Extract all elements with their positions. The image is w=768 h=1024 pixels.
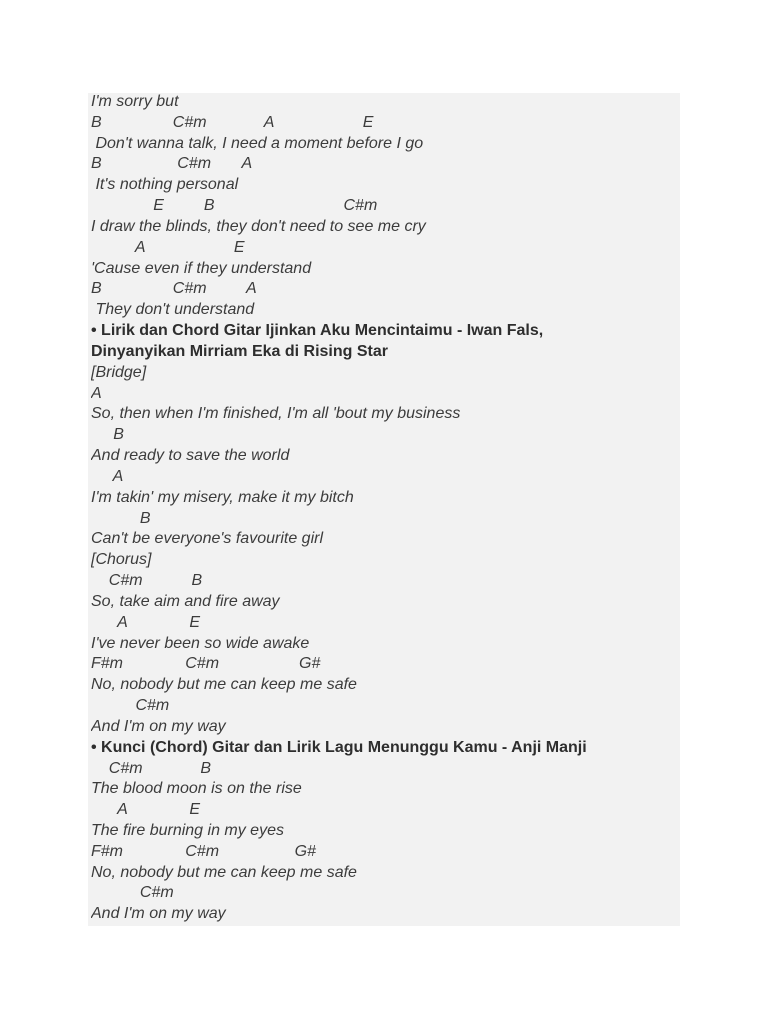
chord-line: C#m B	[91, 759, 212, 777]
lyric-line: No, nobody but me can keep me safe	[91, 863, 357, 881]
lyric-line: I draw the blinds, they don't need to see me cry	[91, 217, 426, 235]
chord-line: A	[91, 384, 102, 402]
lyric-line: [Bridge]	[91, 363, 147, 381]
lyric-line: Don't wanna talk, I need a moment before I go	[91, 134, 424, 152]
chord-line: A	[91, 467, 124, 485]
lyric-line: I'm takin' my misery, make it my bitch	[91, 488, 354, 506]
lyric-line: So, take aim and fire away	[91, 592, 280, 610]
lyric-line: So, then when I'm finished, I'm all 'bout my business	[91, 405, 461, 423]
lyric-line: No, nobody but me can keep me safe	[91, 676, 357, 694]
chord-line: E B C#m	[91, 197, 378, 215]
lyric-line: And ready to save the world	[91, 447, 290, 465]
lyrics-lines	[91, 92, 677, 925]
lyric-line: The blood moon is on the rise	[91, 780, 302, 798]
chord-line: B	[91, 426, 124, 444]
chord-line: A E	[91, 613, 201, 631]
chord-line: F#m C#m G#	[91, 655, 321, 673]
chord-line: A E	[91, 238, 245, 256]
lyric-line: They don't understand	[91, 301, 255, 319]
lyric-line: It's nothing personal	[91, 176, 239, 194]
lyric-line: 'Cause even if they understand	[91, 259, 312, 277]
related-article-link[interactable]: • Kunci (Chord) Gitar dan Lirik Lagu Menunggu Kamu - Anji Manji	[91, 738, 587, 756]
chord-line: C#m	[91, 697, 170, 715]
lyric-line: [Chorus]	[91, 551, 152, 569]
chord-line: A E	[91, 801, 201, 819]
lyric-line: The fire burning in my eyes	[91, 821, 284, 839]
related-article-link[interactable]: • Lirik dan Chord Gitar Ijinkan Aku Mencintaimu - Iwan Fals,	[91, 322, 544, 340]
lyric-line: I'm sorry but	[91, 93, 179, 110]
chord-line: B C#m A	[91, 280, 257, 298]
chord-line: B C#m A	[91, 155, 253, 173]
lyric-line: I've never been so wide awake	[91, 634, 310, 652]
lyric-line: And I'm on my way	[91, 905, 226, 923]
chord-line: C#m B	[91, 572, 203, 590]
chord-line: C#m	[91, 884, 174, 902]
lyric-line: And I'm on my way	[91, 717, 226, 735]
chord-line: F#m C#m G#	[91, 842, 316, 860]
chord-line: B C#m A E	[91, 113, 374, 131]
lyric-line: Can't be everyone's favourite girl	[91, 530, 324, 548]
related-article-link[interactable]: Dinyanyikan Mirriam Eka di Rising Star	[91, 342, 388, 360]
chord-line: B	[91, 509, 151, 527]
